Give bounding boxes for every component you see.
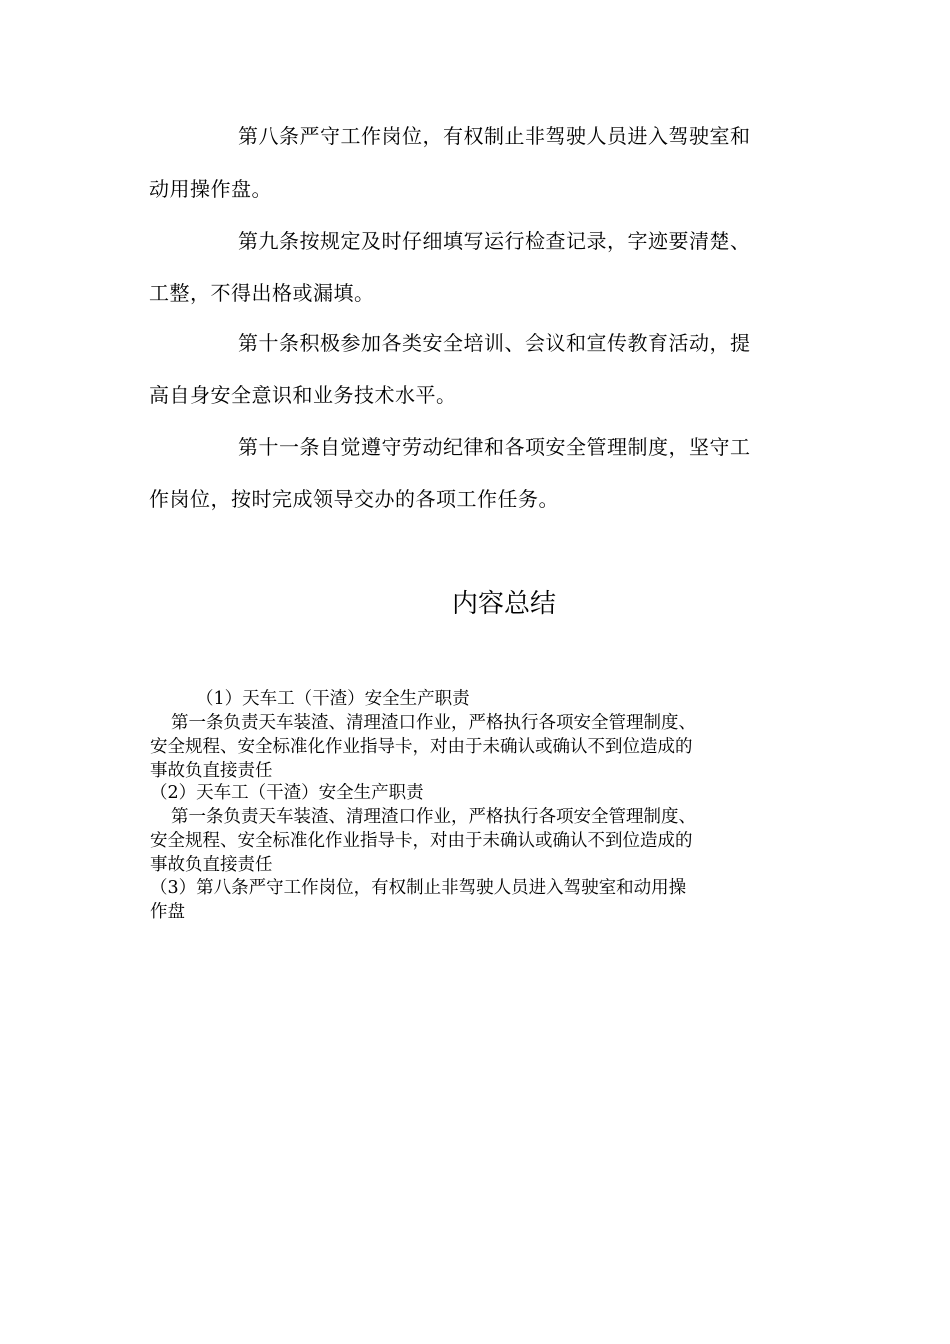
summary-line: （2）天车工（干渣）安全生产职责	[150, 783, 424, 803]
article-9-line-1: 第九条按规定及时仔细填写运行检查记录，字迹要清楚、	[238, 229, 751, 253]
summary-line: 作盘	[150, 902, 185, 922]
article-10-line-2: 高自身安全意识和业务技术水平。	[149, 383, 457, 407]
article-10-line-1: 第十条积极参加各类安全培训、会议和宣传教育活动，提	[238, 331, 751, 355]
summary-line: 事故负直接责任	[150, 761, 273, 781]
summary-line: （1）天车工（干渣）安全生产职责	[196, 689, 470, 709]
summary-line: 安全规程、安全标准化作业指导卡，对由于未确认或确认不到位造成的	[150, 831, 693, 851]
summary-line: 安全规程、安全标准化作业指导卡，对由于未确认或确认不到位造成的	[150, 737, 693, 757]
article-9-line-2: 工整，不得出格或漏填。	[149, 281, 375, 305]
article-8-line-2: 动用操作盘。	[149, 177, 272, 201]
article-11-line-2: 作岗位，按时完成领导交办的各项工作任务。	[149, 487, 559, 511]
summary-line: （3）第八条严守工作岗位，有权制止非驾驶人员进入驾驶室和动用操	[150, 878, 687, 898]
summary-title: 内容总结	[451, 589, 556, 619]
summary-line: 事故负直接责任	[150, 855, 273, 875]
article-11-line-1: 第十一条自觉遵守劳动纪律和各项安全管理制度，坚守工	[238, 435, 751, 459]
summary-line: 第一条负责天车装渣、清理渣口作业，严格执行各项安全管理制度、	[171, 807, 696, 827]
article-8-line-1: 第八条严守工作岗位，有权制止非驾驶人员进入驾驶室和	[238, 124, 751, 148]
summary-line: 第一条负责天车装渣、清理渣口作业，严格执行各项安全管理制度、	[171, 713, 696, 733]
